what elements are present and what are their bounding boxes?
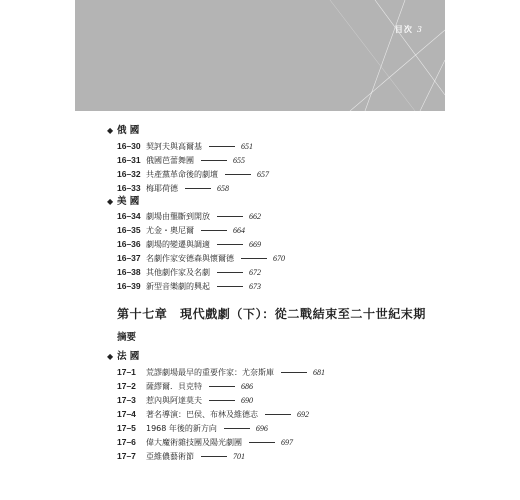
running-title: 目次 <box>394 25 413 34</box>
toc-entry[interactable]: 16–38 其他劇作家及名劇 672 <box>117 267 261 277</box>
diamond-bullet-icon: ◆ <box>107 197 114 206</box>
chapter-title[interactable]: 第十七章 現代戲劇（下）：從二戰結束至二十世紀末期 <box>117 307 427 321</box>
toc-entry[interactable]: 16–37 名劇作家安德森與懷爾德 670 <box>117 253 285 263</box>
toc-entry[interactable]: 17–7 亞維儂藝術節 701 <box>117 451 245 461</box>
diamond-bullet-icon: ◆ <box>107 352 114 361</box>
diamond-bullet-icon: ◆ <box>107 126 114 135</box>
toc-entry[interactable]: 16–35 尤金・奧尼爾 664 <box>117 225 245 235</box>
toc-entry[interactable]: 16–30 契訶夫與高爾基 651 <box>117 141 253 151</box>
toc-entry[interactable]: 17–5 1968 年後的新方向 696 <box>117 423 268 433</box>
toc-entry[interactable]: 16–32 共產黨革命後的劇壇 657 <box>117 169 269 179</box>
section-heading: ◆ 美 國 <box>107 196 140 207</box>
toc-entry[interactable]: 16–36 劇場的變遷與調適 669 <box>117 239 261 249</box>
section-heading: ◆ 法 國 <box>107 351 140 362</box>
toc-entry[interactable]: 17–4 著名導演：巴侯、布林及維德志 692 <box>117 409 309 419</box>
toc-entry[interactable]: 17–2 薩繆爾．貝克特 686 <box>117 381 253 391</box>
toc-entry[interactable]: 16–39 新型音樂劇的興起 673 <box>117 281 261 291</box>
toc-entry[interactable]: 16–31 俄國芭蕾舞團 655 <box>117 155 245 165</box>
toc-entry[interactable]: 16–34 劇場由壟斷到開放 662 <box>117 211 261 221</box>
toc-entry[interactable]: 17–1 荒謬劇場最早的重要作家：尤奈斯庫 681 <box>117 367 325 377</box>
toc-entry[interactable]: 17–6 偉大魔術雜技團及陽光劇團 697 <box>117 437 293 447</box>
section-heading: ◆ 俄 國 <box>107 125 140 136</box>
summary-heading[interactable]: 摘要 <box>117 332 137 343</box>
toc-entry[interactable]: 16–33 梅耶荷德 658 <box>117 183 229 193</box>
toc-entry[interactable]: 17–3 惹內與阿達莫夫 690 <box>117 395 253 405</box>
page-number: 3 <box>416 25 423 34</box>
